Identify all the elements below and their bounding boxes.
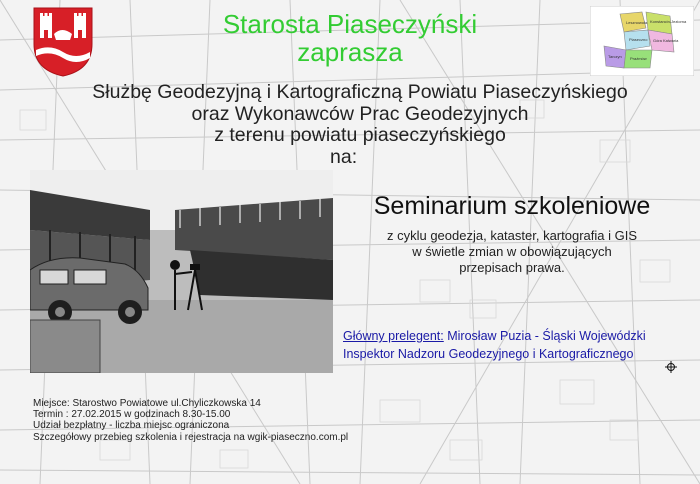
county-map-image (590, 6, 694, 76)
speaker-name: Mirosław Puzia - Śląski Wojewódzki (443, 329, 646, 343)
event-date: Termin : 27.02.2015 w godzinach 8.30-15.00 (33, 409, 231, 420)
region-label: Konstancin-Jeziorna (650, 19, 687, 24)
invite-line: oraz Wykonawców Prac Geodezyjnych (191, 103, 529, 125)
region-label: Prażmów (630, 56, 647, 61)
invite-line: z terenu powiatu piaseczyńskiego (214, 124, 506, 146)
seminar-description: w świetle zmian w obowiązujących (412, 244, 612, 259)
invite-line: Służbę Geodezyjną i Kartograficzną Powiatu Piaseczyńskiego (92, 81, 628, 103)
invite-line: na: (330, 146, 358, 168)
page-subtitle: zaprasza (297, 37, 403, 67)
seminar-description: z cyklu geodezja, kataster, kartografia i GIS (386, 228, 637, 243)
crosshair-icon (665, 361, 677, 373)
region-label: Tarczyn (608, 54, 622, 59)
event-registration: Szczegółowy przebieg szkolenia i rejestracja na wgik-piaseczno.com.pl (33, 432, 349, 443)
region-label: Piaseczno (629, 37, 648, 42)
speaker-line (343, 326, 646, 346)
page-title: Starosta Piaseczyński (222, 9, 478, 39)
event-entry-info: Udział bezpłatny - liczba miejsc ograniczona (33, 420, 230, 431)
seminar-title: Seminarium szkoleniowe (373, 192, 651, 220)
coat-of-arms-icon (32, 6, 94, 78)
event-place: Miejsce: Starostwo Powiatowe ul.Chyliczkowska 14 (33, 398, 261, 409)
region-label: Lesznowola (626, 20, 648, 25)
seminar-description: przepisach prawa. (459, 260, 565, 275)
construction-site-photo (30, 170, 333, 373)
speaker-label-link[interactable]: Główny prelegent: (343, 329, 444, 343)
speaker-title: Inspektor Nadzoru Geodezyjnego i Kartograficznego (343, 347, 634, 361)
region-label: Góra Kalwaria (653, 38, 679, 43)
